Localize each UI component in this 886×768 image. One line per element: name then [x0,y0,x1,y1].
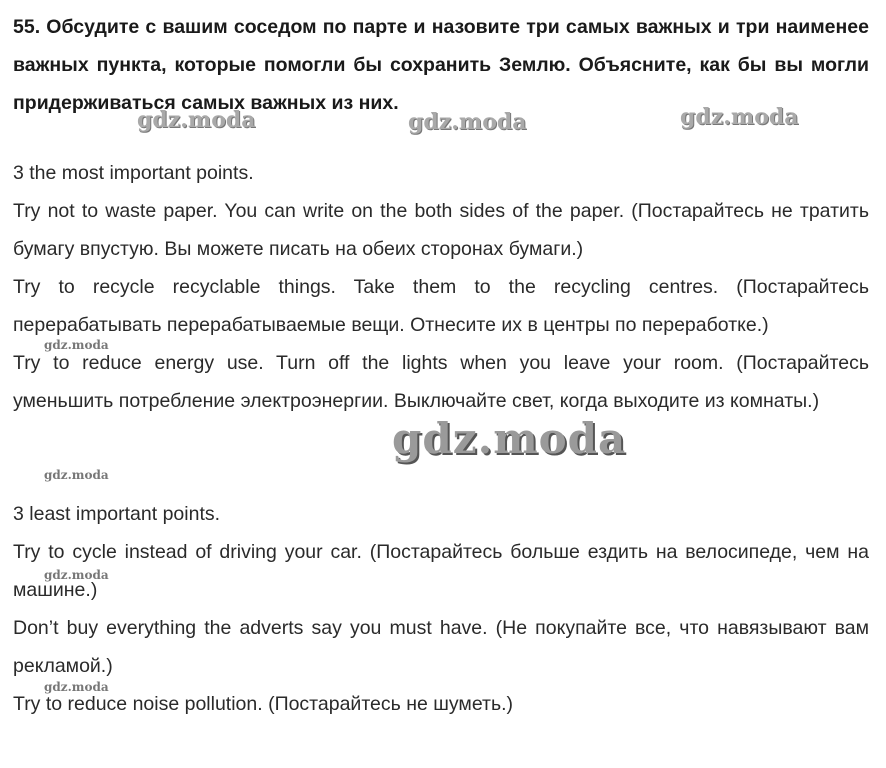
watermark-small-4: gdz.moda [44,680,109,694]
watermark-small-1: gdz.moda [44,338,109,352]
watermark-3: gdz.moda [680,104,799,130]
most-important-item: Try to recycle recyclable things. Take them to the recycling centres. (Постарайтесь перерабатывать перерабатываемые вещи. Отнесите их в центры по переработке.) [13,276,869,336]
task-text: 55. Обсудите с вашим соседом по парте и назовите три самых важных и три наименее важных пункта, которые помогли бы сохранить Землю. Объясните, как бы вы могли придерживаться самых важных из них. [13,16,869,114]
most-important-item: Try to reduce energy use. Turn off the lights when you leave your room. (Постарайтесь уменьшить потребление электроэнергии. Выключайте свет, когда выходите из комнаты.) [13,352,869,412]
watermark-small-3: gdz.moda [44,568,109,582]
most-important-item: Try not to waste paper. You can write on the both sides of the paper. (Постарайтесь не тратить бумагу впустую. Вы можете писать на обеих сторонах бумаги.) [13,200,869,260]
least-important-item: Try to cycle instead of driving your car. (Постарайтесь больше ездить на велосипеде, чем на машине.) [13,541,869,601]
watermark-2: gdz.moda [408,109,527,135]
watermark-large: gdz.moda [392,414,627,463]
least-important-item: Try to reduce noise pollution. (Постарайтесь не шуметь.) [13,693,514,715]
watermark-1: gdz.moda [137,107,256,133]
most-important-heading: 3 the most important points. [13,162,254,184]
least-important-heading: 3 least important points. [13,503,221,525]
watermark-small-2: gdz.moda [44,468,109,482]
least-important-item: Don’t buy everything the adverts say you must have. (Не покупайте все, что навязывают вам рекламой.) [13,617,869,677]
